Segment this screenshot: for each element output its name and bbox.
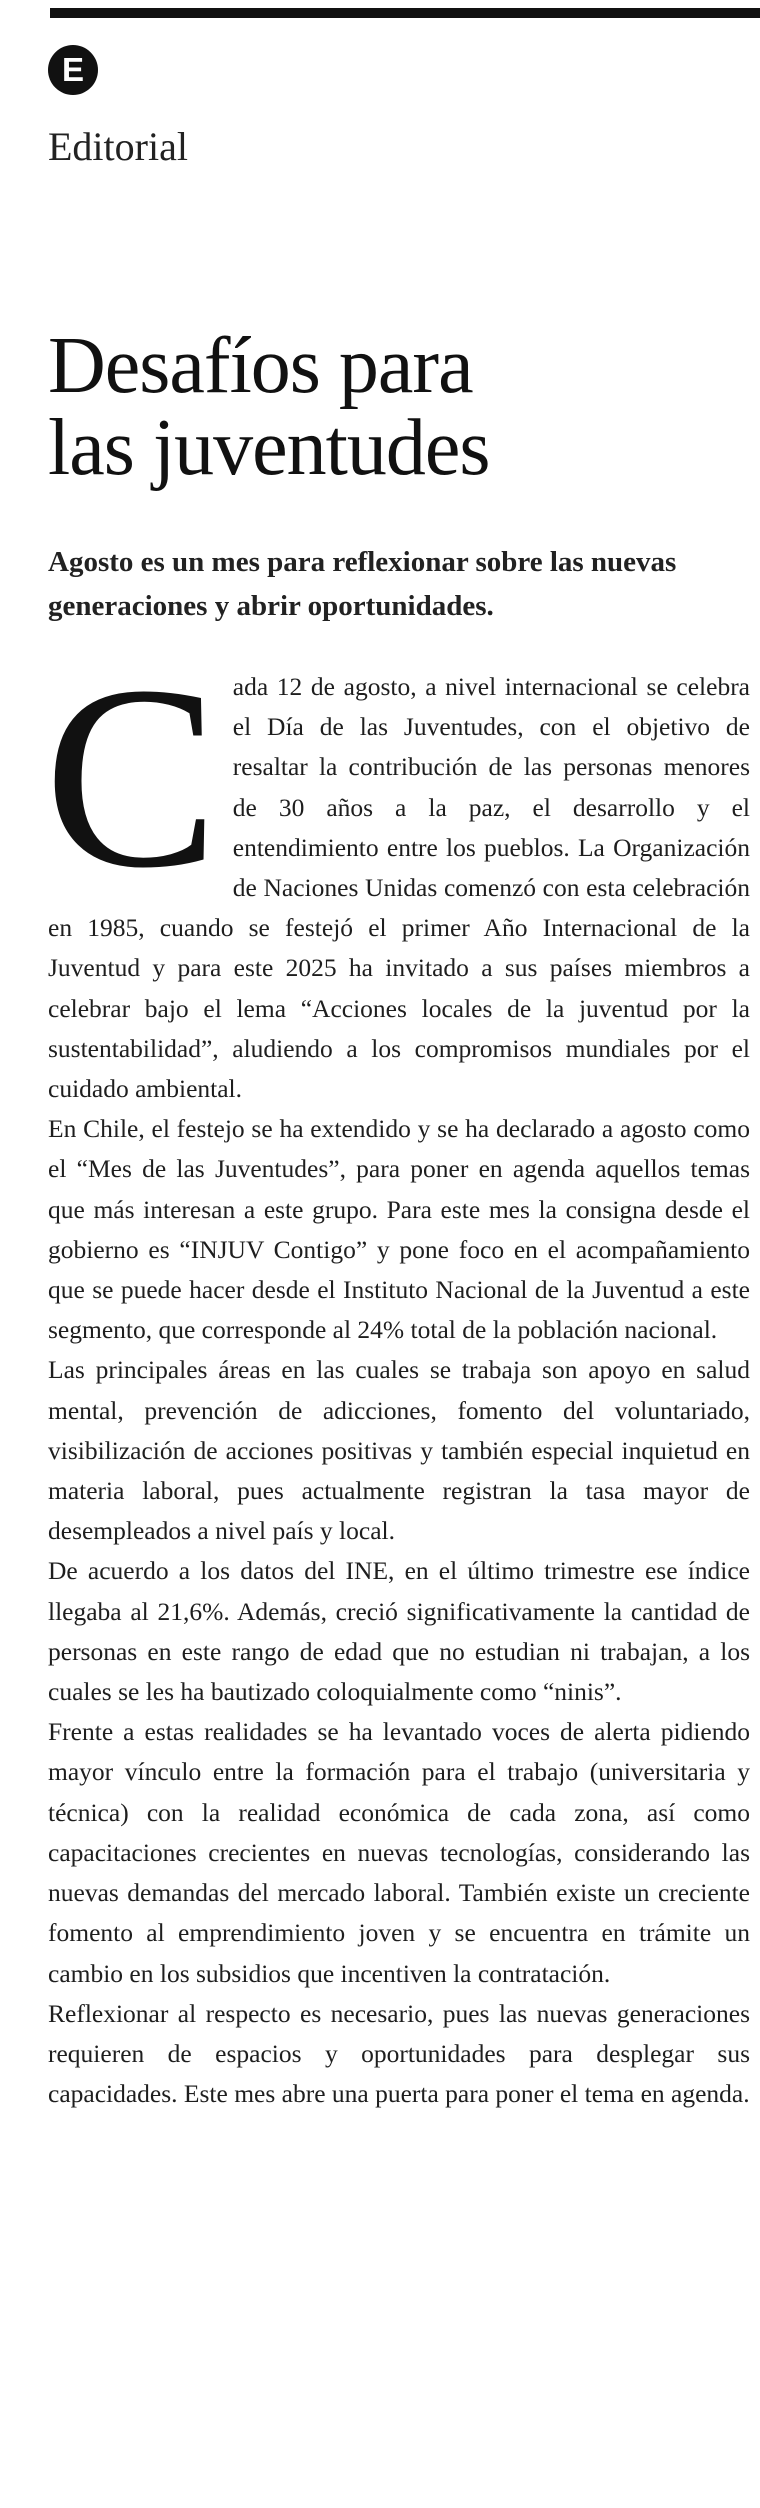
section-label: Editorial xyxy=(48,124,188,169)
paragraph-5: Frente a estas realidades se ha levantado voces de alerta pidiendo mayor vínculo entre la formación para el trabajo (universitaria y técnica) con la realidad económica de cada zona, así como capacitaciones crecientes en nuevas tecnologías, considerando las nuevas demandas del mercado laboral. También existe un creciente fomento al emprendimiento joven y se encuentra en trámite un cambio en los subsidios que incentiven la contratación. xyxy=(48,1717,750,1988)
headline-line-2: las juventudes xyxy=(48,404,490,492)
paragraph-2: En Chile, el festejo se ha extendido y se ha declarado a agosto como el “Mes de las Juventudes”, para poner en agenda aquellos temas que más interesan a este grupo. Para este mes la consigna desde el gobierno es “INJUV Contigo” y pone foco en el acompañamiento que se puede hacer desde el Instituto Nacional de la Juventud a este segmento, que corresponde al 24% total de la población nacional. xyxy=(48,1114,750,1345)
paragraph-4: De acuerdo a los datos del INE, en el último trimestre ese índice llegaba al 21,6%. Además, creció significativamente la cantidad de personas en este rango de edad que no estudian ni trabajan, a los cuales se les ha bautizado coloquialmente como “ninis”. xyxy=(48,1556,750,1707)
section-badge: E xyxy=(48,45,98,95)
paragraph-3: Las principales áreas en las cuales se trabaja son apoyo en salud mental, prevención de adicciones, fomento del voluntariado, visibilización de acciones positivas y también especial inquietud en materia laboral, pues actualmente registran la tasa mayor de desempleados a nivel país y local. xyxy=(48,1355,750,1546)
headline xyxy=(48,322,748,492)
article-body xyxy=(44,632,750,2114)
paragraph-6: Reflexionar al respecto es necesario, pues las nuevas generaciones requieren de espacios y oportunidades para desplegar sus capacidades. Este mes abre una puerta para poner el tema en agenda. xyxy=(48,1998,750,2109)
headline-line-1: Desafíos para xyxy=(48,322,473,410)
paragraph-1-text: ada 12 de agosto, a nivel internacional se celebra el Día de las Juventudes, con el objetivo de resaltar la contribución de las personas menores de 30 años a la paz, el desarrollo y el entendimiento entre los pueblos. La Organización de Naciones Unidas comenzó con esta celebración en 1985, cuando se festejó el primer Año Internacional de la Juventud y para este 2025 ha invitado a sus países miembros a celebrar bajo el lema “Acciones locales de la juventud por la sustentabilidad”, aludiendo a los compromisos mundiales por el cuidado ambiental. xyxy=(48,672,750,1104)
drop-cap: C xyxy=(44,632,219,922)
standfirst: Agosto es un mes para reflexionar sobre las nuevas generaciones y abrir oportunidades. xyxy=(48,546,677,622)
paragraph-1 xyxy=(44,632,750,1109)
top-rule xyxy=(50,8,760,18)
